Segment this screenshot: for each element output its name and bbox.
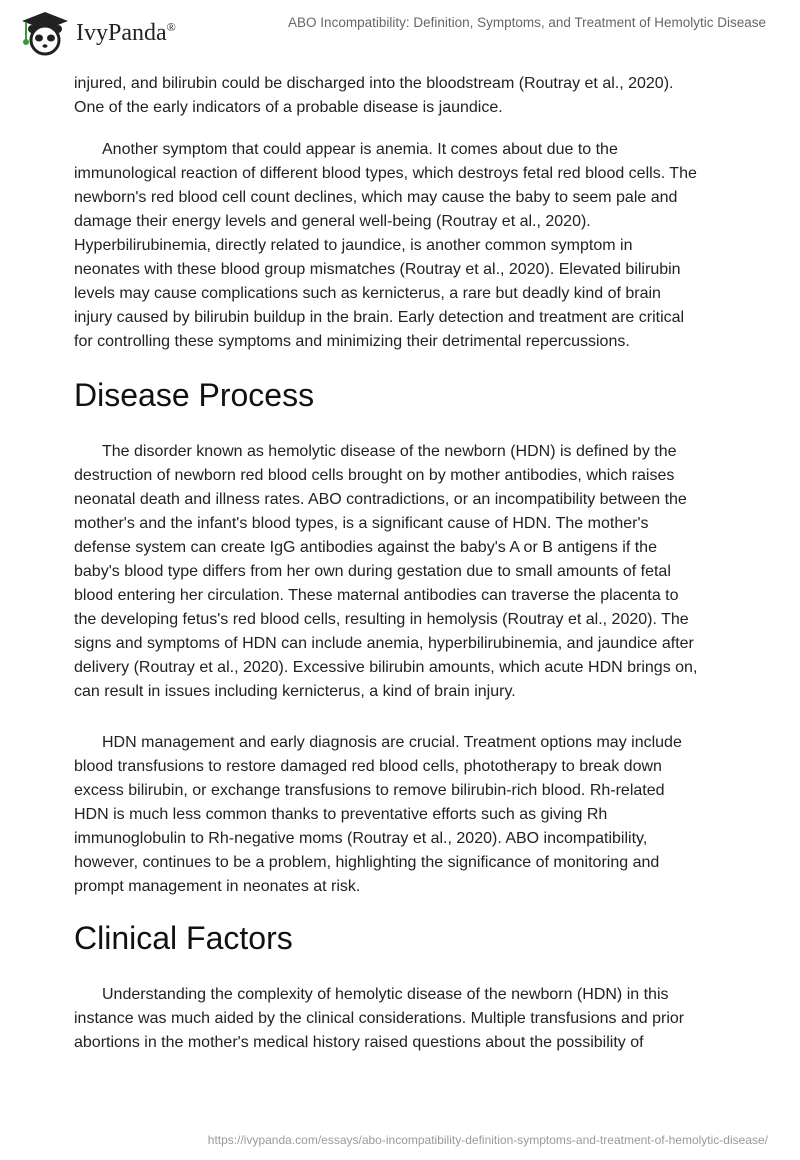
text-line: destruction of newborn red blood cells brought on by mother antibodies, which raises	[74, 467, 675, 484]
text-line: HDN management and early diagnosis are crucial. Treatment options may include	[102, 734, 682, 751]
text-line: neonates with these blood group mismatches (Routray et al., 2020). Elevated bilirubin	[74, 261, 681, 278]
text-line: immunological reaction of different blood types, which destroys fetal red blood cells. The	[74, 165, 697, 182]
text-line: blood transfusions to restore damaged red blood cells, phototherapy to break down	[74, 758, 662, 775]
paragraph	[74, 72, 734, 120]
text-line: baby's blood type differs from her own during gestation due to small amounts of fetal	[74, 563, 671, 580]
text-line: One of the early indicators of a probable disease is jaundice.	[74, 99, 503, 116]
text-line: The disorder known as hemolytic disease of the newborn (HDN) is defined by the	[102, 443, 677, 460]
text-line: injured, and bilirubin could be discharged into the bloodstream (Routray et al., 2020).	[74, 75, 674, 92]
text-line: immunoglobulin to Rh-negative moms (Routray et al., 2020). ABO incompatibility,	[74, 830, 648, 847]
text-line: neonatal death and illness rates. ABO contradictions, or an incompatibility between the	[74, 491, 687, 508]
registered-mark: ®	[166, 19, 176, 34]
ivypanda-logo[interactable]	[20, 10, 176, 56]
text-line: can result in issues including kernicterus, a kind of brain injury.	[74, 683, 516, 700]
text-line: prompt management in neonates at risk.	[74, 878, 361, 895]
section-heading-disease-process: Disease Process	[74, 377, 315, 413]
text-line: defense system can create IgG antibodies against the baby's A or B antigens if the	[74, 539, 657, 556]
text-line: excess bilirubin, or exchange transfusions to remove bilirubin-rich blood. Rh-related	[74, 782, 665, 799]
paragraph	[74, 138, 734, 354]
text-line: injury caused by bilirubin buildup in the brain. Early detection and treatment are critical	[74, 309, 685, 326]
text-line: HDN is much less common thanks to preventative efforts such as giving Rh	[74, 806, 608, 823]
source-url-link[interactable]: https://ivypanda.com/essays/abo-incompatibility-definition-symptoms-and-treatment-of-hemolytic-disease/	[207, 1133, 768, 1147]
brand-name: IvyPanda	[76, 19, 167, 46]
section-heading-clinical-factors: Clinical Factors	[74, 920, 293, 956]
text-line: Another symptom that could appear is anemia. It comes about due to the	[102, 141, 618, 158]
paragraph	[74, 983, 734, 1055]
text-line: for controlling these symptoms and minimizing their detrimental repercussions.	[74, 333, 630, 350]
document-title: ABO Incompatibility: Definition, Symptoms, and Treatment of Hemolytic Disease	[288, 15, 766, 30]
panda-graduate-icon	[20, 10, 70, 56]
text-line: damage their energy levels and general well-being (Routray et al., 2020).	[74, 213, 591, 230]
paragraph	[74, 731, 734, 899]
text-line: however, continues to be a problem, highlighting the significance of monitoring and	[74, 854, 660, 871]
text-line: the developing fetus's red blood cells, resulting in hemolysis (Routray et al., 2020). The	[74, 611, 689, 628]
text-line: blood entering her circulation. These maternal antibodies can traverse the placenta to	[74, 587, 679, 604]
text-line: abortions in the mother's medical history raised questions about the possibility of	[74, 1034, 644, 1051]
text-line: delivery (Routray et al., 2020). Excessive bilirubin amounts, which acute HDN brings on,	[74, 659, 698, 676]
text-line: levels may cause complications such as kernicterus, a rare but deadly kind of brain	[74, 285, 661, 302]
text-line: mother's and the infant's blood types, is a significant cause of HDN. The mother's	[74, 515, 649, 532]
paragraph	[74, 440, 734, 704]
text-line: instance was much aided by the clinical considerations. Multiple transfusions and prior	[74, 1010, 685, 1027]
text-line: Understanding the complexity of hemolytic disease of the newborn (HDN) in this	[102, 986, 669, 1003]
text-line: newborn's red blood cell count declines, which may cause the baby to seem pale and	[74, 189, 678, 206]
text-line: signs and symptoms of HDN can include anemia, hyperbilirubinemia, and jaundice after	[74, 635, 694, 652]
text-line: Hyperbilirubinemia, directly related to jaundice, is another common symptom in	[74, 237, 633, 254]
